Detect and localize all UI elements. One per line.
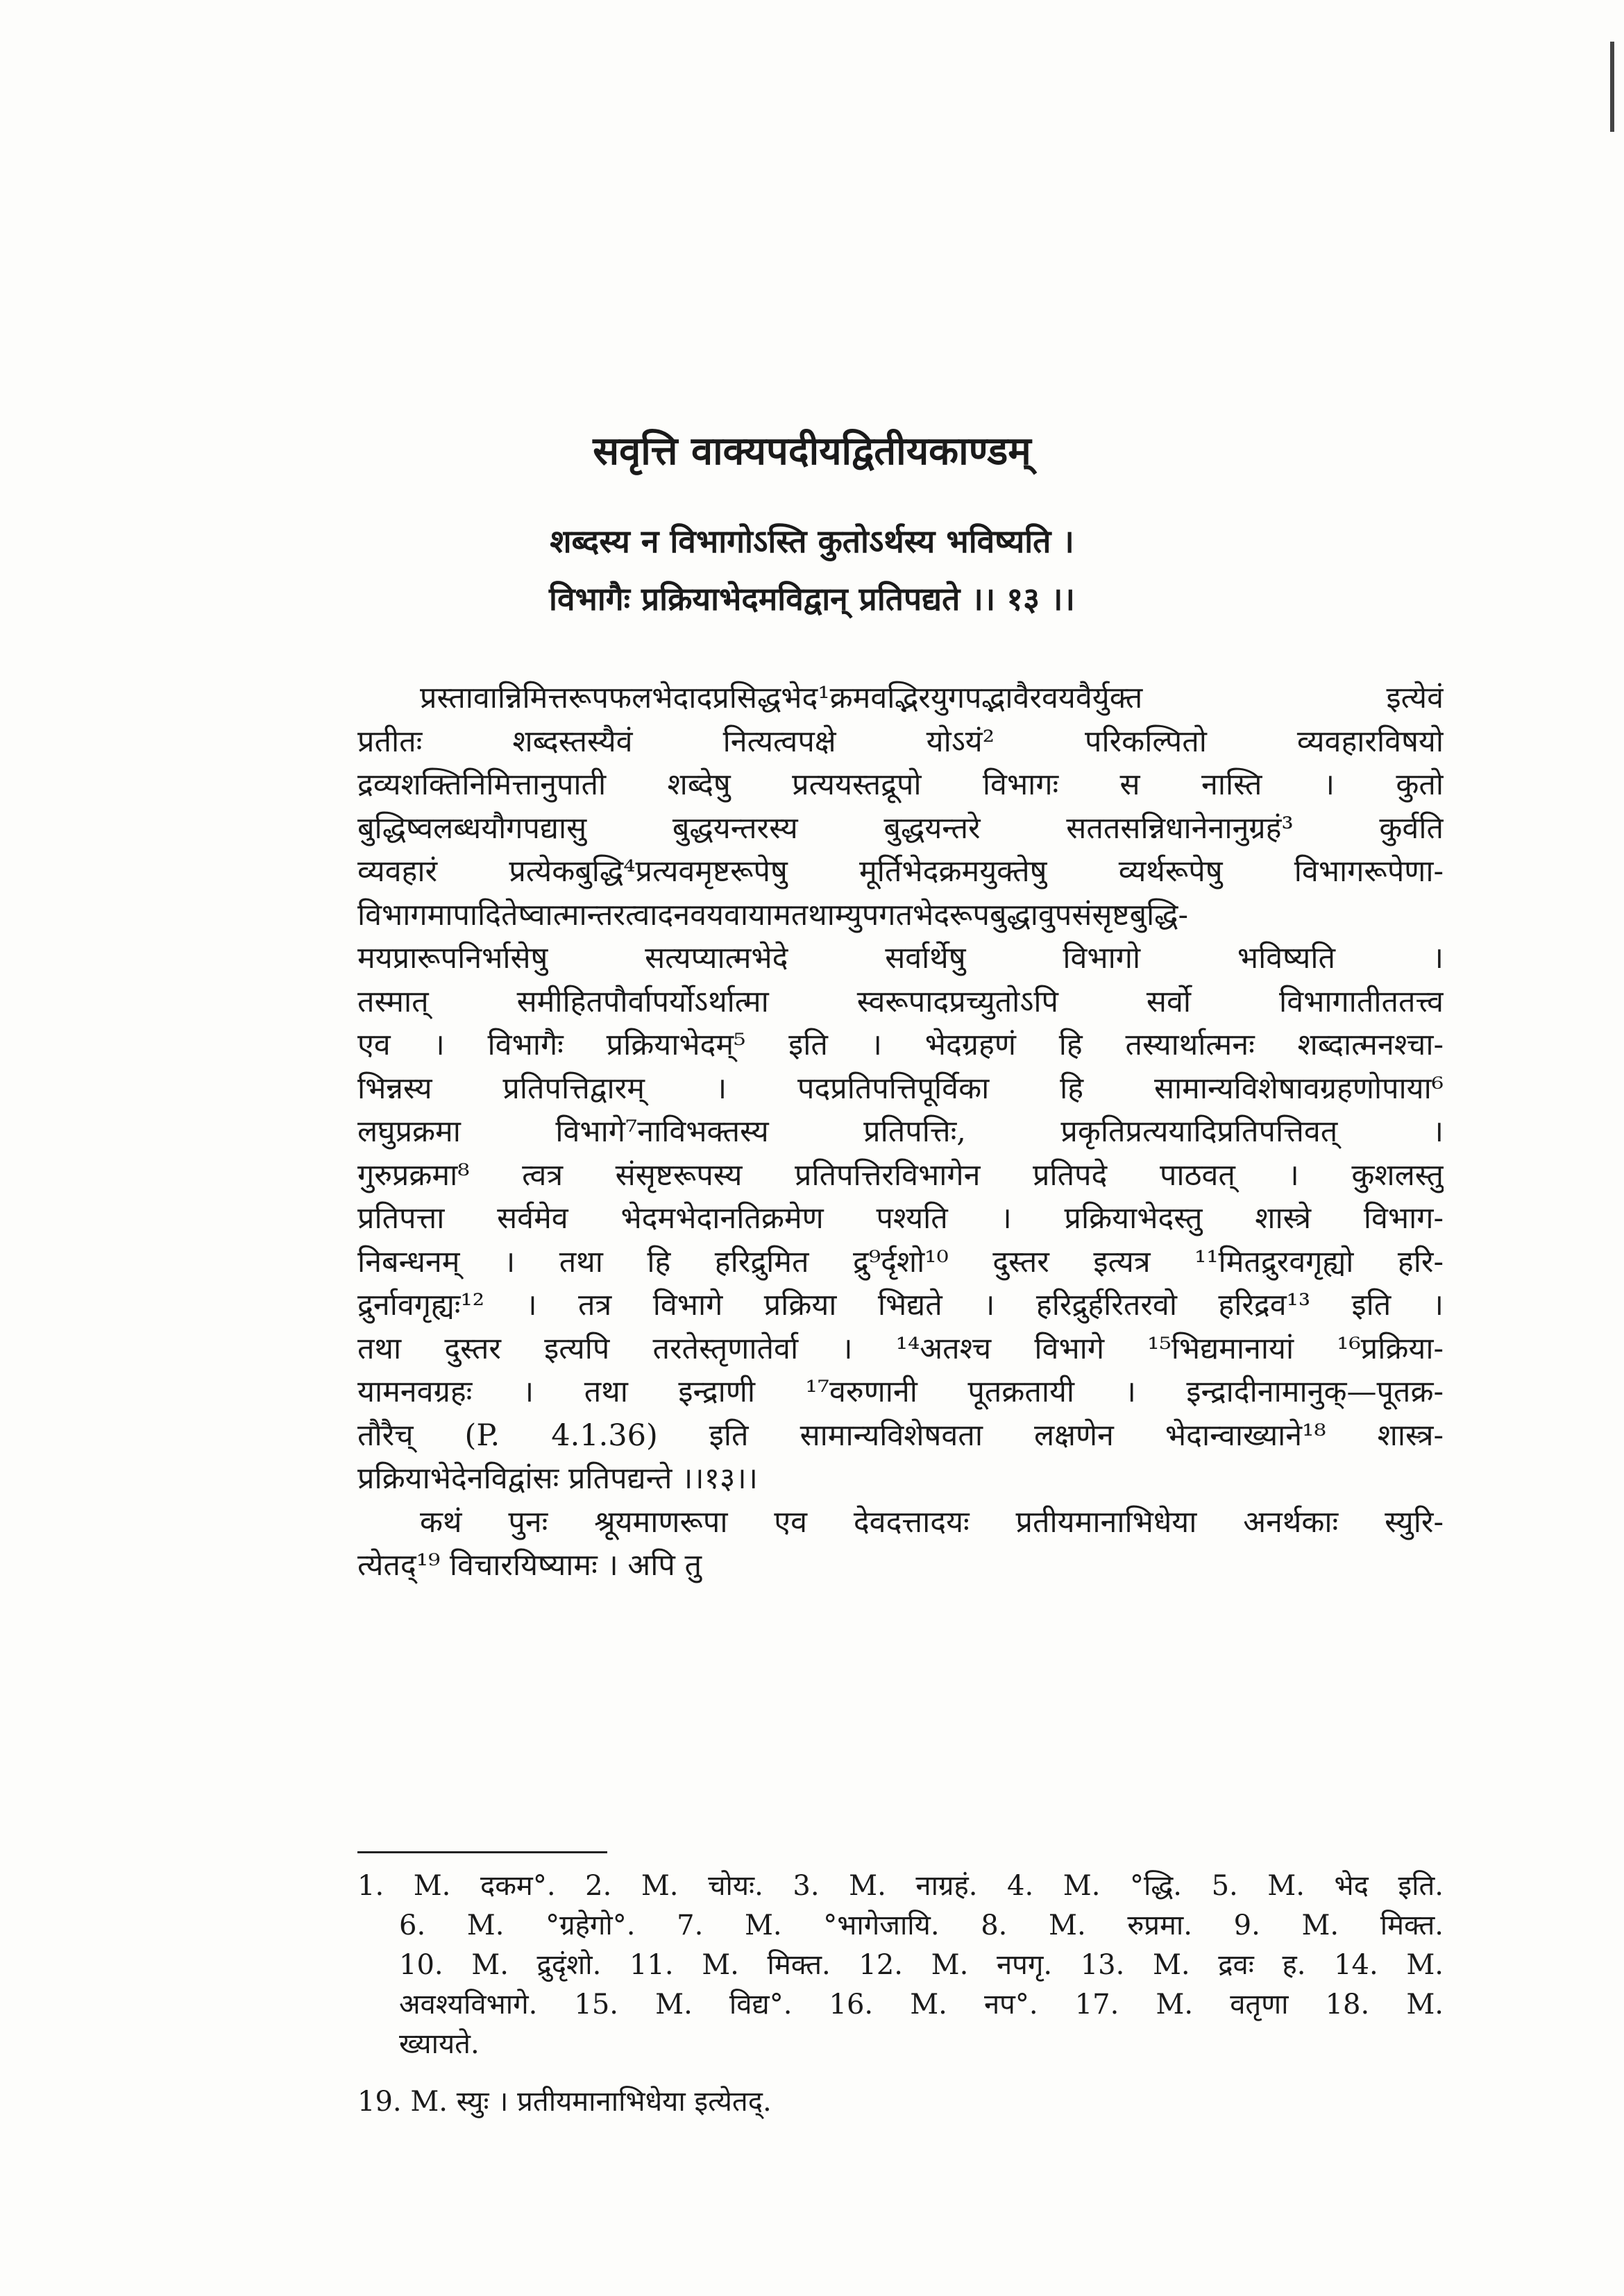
commentary-line: भिन्नस्य प्रतिपत्तिद्वारम् । पदप्रतिपत्तिपूर्विका हि सामान्यविशेषावग्रहणोपाया⁶	[357, 1071, 1444, 1106]
commentary-line: विभागमापादितेष्वात्मान्तरत्वादनवयवायामतथाम्युपगतभेदरूपबुद्धावुपसंसृष्टबुद्धि-	[357, 897, 1189, 933]
verse-line-1: शब्दस्य न विभागोऽस्ति कुतोऽर्थस्य भविष्यति ।	[550, 522, 1074, 560]
commentary-line: प्रक्रियाभेदेनविद्वांसः प्रतिपद्यन्ते ।।१३।।	[357, 1461, 758, 1496]
footnote-line: ख्यायते.	[399, 2028, 480, 2060]
verse-line-2: विभागैः प्रक्रियाभेदमविद्वान् प्रतिपद्यते ।। १३ ।।	[549, 580, 1075, 618]
footnote-line: 1. M. दकम°. 2. M. चोयः. 3. M. नाग्रहं. 4. M. °द्धि. 5. M. भेद इति.	[357, 1870, 1444, 1902]
commentary-line: लघुप्रक्रमा विभागे⁷नाविभक्तस्य प्रतिपत्तिः, प्रकृतिप्रत्ययादिप्रतिपत्तिवत् ।	[357, 1114, 1444, 1149]
footnotes	[357, 1866, 1444, 2122]
commentary-line: बुद्धिष्वलब्धयौगपद्यासु बुद्धयन्तरस्य बुद्धयन्तरे सततसन्निधानेनानुग्रहं³ कुर्वति	[357, 810, 1444, 846]
commentary-line: प्रतीतः शब्दस्तस्यैवं नित्यत्वपक्षे योऽयं² परिकल्पितो व्यवहारविषयो	[357, 724, 1444, 759]
footnote-19: 19. M. स्युः । प्रतीयमानाभिधेया इत्येतद्.	[357, 2086, 772, 2118]
commentary-line: प्रतिपत्ता सर्वमेव भेदमभेदानतिक्रमेण पश्यति । प्रक्रियाभेदस्तु शास्त्रे विभाग-	[357, 1201, 1444, 1236]
commentary-line: व्यवहारं प्रत्येकबुद्धि⁴प्रत्यवमृष्टरूपेषु मूर्तिभेदक्रमयुक्तेषु व्यर्थरूपेषु विभागरूपेणा-	[357, 854, 1444, 889]
commentary-line: गुरुप्रक्रमा⁸ त्वत्र संसृष्टरूपस्य प्रतिपत्तिरविभागेन प्रतिपदे पाठवत् । कुशलस्तु	[357, 1157, 1444, 1193]
commentary-line: एव । विभागैः प्रक्रियाभेदम्⁵ इति । भेदग्रहणं हि तस्यार्थात्मनः शब्दात्मनश्चा-	[357, 1028, 1444, 1062]
scan-edge-mark	[1610, 42, 1614, 132]
commentary-next-line: कथं पुनः श्रूयमाणरूपा एव देवदत्तादयः प्रतीयमानाभिधेया अनर्थकाः स्युरि-	[420, 1504, 1444, 1540]
commentary-line: तौरैच् (P. 4.1.36) इति सामान्यविशेषवता लक्षणेन भेदान्वाख्याने¹⁸ शास्त्र-	[357, 1418, 1444, 1453]
commentary-paragraph	[357, 677, 1444, 1588]
commentary-line: तथा दुस्तर इत्यपि तरतेस्तृणातेर्वा । ¹⁴अतश्च विभागे ¹⁵भिद्यमानायां ¹⁶प्रक्रिया-	[357, 1331, 1444, 1366]
commentary-line: यामनवग्रहः । तथा इन्द्राणी ¹⁷वरुणानी पूतक्रतायी । इन्द्रादीनामानुक्—पूतक्र-	[357, 1375, 1444, 1409]
commentary-line: निबन्धनम् । तथा हि हरिद्रुमित द्रु⁹र्दृशो¹⁰ दुस्तर इत्यत्र ¹¹मितद्रुरवगृह्यो हरि-	[357, 1244, 1444, 1279]
commentary-line: द्रव्यशक्तिनिमित्तानुपाती शब्देषु प्रत्ययस्तद्रूपो विभागः स नास्ति । कुतो	[357, 767, 1444, 802]
footnote-line: 10. M. द्रुदृंशो. 11. M. मिक्त. 12. M. नपगृ. 13. M. द्रवः ह. 14. M.	[399, 1949, 1444, 1981]
commentary-next-line: त्येतद्¹⁹ विचारयिष्यामः । अपि तु	[357, 1548, 702, 1583]
footnote-line: अवश्यविभागे. 15. M. विद्य°. 16. M. नप°. 17. M. वतृणा 18. M.	[399, 1989, 1444, 2021]
footnote-line: 6. M. °ग्रहेगो°. 7. M. °भागेजायि. 8. M. रुप्रमा. 9. M. मिक्त.	[399, 1910, 1444, 1941]
commentary-line: मयप्रारूपनिर्भासेषु सत्यप्यात्मभेदे सर्वार्थेषु विभागो भविष्यति ।	[357, 941, 1444, 976]
commentary-line: द्रुर्नावगृह्यः¹² । तत्र विभागे प्रक्रिया भिद्यते । हरिद्रुर्हरितरवो हरिद्रव¹³ इति ।	[357, 1288, 1444, 1323]
page-title: सवृत्ति वाक्यपदीयद्वितीयकाण्डम्	[593, 428, 1031, 474]
commentary-line: प्रस्तावान्निमित्तरूपफलभेदादप्रसिद्धभेद¹क्रमवद्भिरयुगपद्भावैरवयवैर्युक्त इत्येवं	[420, 681, 1444, 715]
commentary-line: तस्मात् समीहितपौर्वापर्योऽर्थात्मा स्वरूपादप्रच्युतोऽपि सर्वो विभागातीततत्त्व	[357, 984, 1444, 1019]
footnote-divider	[357, 1851, 607, 1853]
